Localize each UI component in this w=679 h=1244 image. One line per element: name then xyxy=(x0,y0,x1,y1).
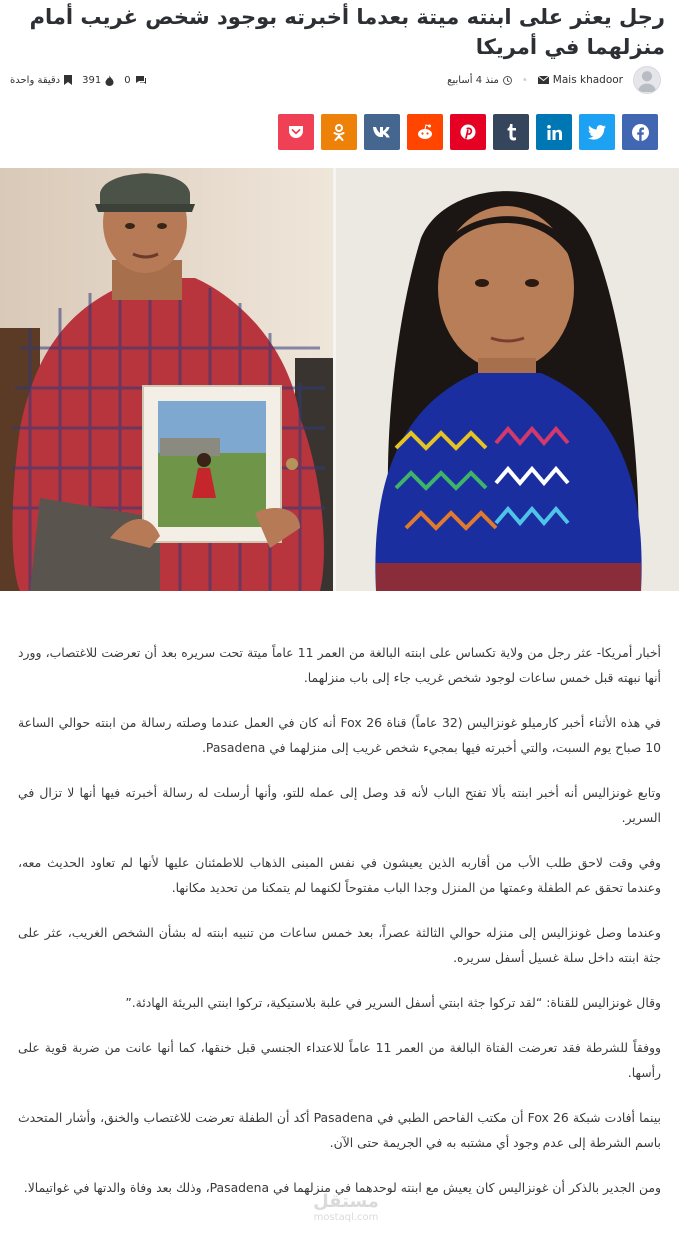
bookmark-icon xyxy=(64,75,72,85)
author-link[interactable] xyxy=(538,74,623,86)
clock-icon xyxy=(503,76,512,85)
author-name[interactable]: Mais khadoor xyxy=(552,74,623,86)
comments-icon xyxy=(135,75,147,85)
share-buttons xyxy=(278,114,660,150)
article-title: رجل يعثر على ابنته ميتة بعدما أخبرته بوجود شخص غريب أمام منزلهما في أمريكا xyxy=(29,5,665,59)
views-count xyxy=(82,75,114,86)
share-twitter-button[interactable] xyxy=(579,114,615,150)
user-avatar-icon xyxy=(634,66,660,93)
father-photo xyxy=(0,168,333,591)
twitter-icon xyxy=(588,125,606,140)
tumblr-icon xyxy=(506,124,517,141)
read-time xyxy=(10,75,72,86)
reddit-icon xyxy=(416,124,434,140)
published-label: منذ 4 أسابيع xyxy=(447,74,499,86)
meta-stats xyxy=(10,75,147,86)
views-value: 391 xyxy=(82,74,102,86)
share-pinterest-button[interactable] xyxy=(450,114,486,150)
article-paragraph: بينما أفادت شبكة Fox 26 أن مكتب الفاحص الطبي في Pasadena أكد أن الطفلة تعرضت للاغتصاب والخنق، وأشار المتحدث باسم الشرطة إلى عدم وجود أي مشتبه به في الجريمة حتى الآن. xyxy=(18,1110,661,1150)
article-paragraph: في هذه الأثناء أخبر كارميلو غونزاليس (32 عاماً) قناة Fox 26 أنه كان في العمل عندما وصلته رسالة من ابنته حوالي الساعة 10 صباح يوم السبت، والتي أخبرته فيها بمجيء شخص غريب إلى منزلهما في Pasadena. xyxy=(18,715,661,755)
comments-count[interactable] xyxy=(124,75,146,86)
watermark-domain: mostaql.com xyxy=(313,1212,379,1223)
share-vk-button[interactable] xyxy=(364,114,400,150)
share-odnoklassniki-button[interactable] xyxy=(321,114,357,150)
envelope-icon xyxy=(538,76,549,84)
article-paragraph: وفي وقت لاحق طلب الأب من أقاربه الذين يعيشون في نفس المبنى الذهاب للاطمئنان عليها لأنها لم تعاود الحديث معه، وعندما تحقق عم الطفلة وعمتها من المنزل وجدا الباب مفتوحاً لكنهما لم يتمكنا من تحديد مكانها. xyxy=(18,855,661,895)
article-featured-image xyxy=(0,168,679,591)
article-paragraph: وقال غونزاليس للقناة: “لقد تركوا جثة ابنتي أسفل السرير في علبة بلاستيكية، تركوا ابنتي البريئة الهادئة.” xyxy=(125,995,661,1010)
odnoklassniki-icon xyxy=(333,124,345,141)
comments-value: 0 xyxy=(124,74,131,86)
article-meta xyxy=(10,66,661,94)
pocket-icon xyxy=(288,125,304,139)
meta-author xyxy=(447,66,661,94)
vk-icon xyxy=(372,126,392,138)
article-body xyxy=(18,640,661,1220)
share-linkedin-button[interactable] xyxy=(536,114,572,150)
article-paragraph: وتابع غونزاليس أنه أخبر ابنته بألا تفتح الباب لأنه قد وصل إلى عمله للتو، وأنها أرسلت له رسالة أخبرته فيها أنها لا تزال في السرير. xyxy=(18,785,661,825)
author-avatar[interactable] xyxy=(633,66,661,94)
article-paragraph: ووفقاً للشرطة فقد تعرضت الفتاة البالغة من العمر 11 عاماً للاعتداء الجنسي قبل خنقها، كما أنها عانت من ضربة قوية على رأسها. xyxy=(18,1040,661,1080)
fire-icon xyxy=(105,75,114,86)
share-reddit-button[interactable] xyxy=(407,114,443,150)
share-pocket-button[interactable] xyxy=(278,114,314,150)
pinterest-icon xyxy=(460,124,476,140)
article-paragraph: ومن الجدير بالذكر أن غونزاليس كان يعيش مع ابنته لوحدهما في منزلهما في Pasadena، وذلك بعد وفاة والدتها في غواتيمالا. xyxy=(23,1180,661,1195)
meta-separator: • xyxy=(521,74,528,86)
read-time-label: دقيقة واحدة xyxy=(10,74,61,86)
watermark-brand: مستقل xyxy=(313,1191,379,1212)
daughter-photo xyxy=(336,168,679,591)
published-date xyxy=(447,75,512,86)
share-tumblr-button[interactable] xyxy=(493,114,529,150)
article-paragraph: وعندما وصل غونزاليس إلى منزله حوالي الثالثة عصراً، بعد خمس ساعات من تنبيه ابنته له بشأن الشخص الغريب، عثر على جثة ابنته داخل سلة غسيل أسفل سريره. xyxy=(18,925,661,965)
linkedin-icon xyxy=(547,125,562,140)
facebook-icon xyxy=(632,124,649,141)
share-facebook-button[interactable] xyxy=(622,114,658,150)
mostaql-watermark xyxy=(296,1192,396,1228)
article-paragraph: أخبار أمريكا- عثر رجل من ولاية تكساس على ابنته البالغة من العمر 11 عاماً ميتة تحت سريره بعد أن تعرضت للاغتصاب، وورد أنها نبهته قبل خمس ساعات لوجود شخص غريب جاء إلى باب منزلهما. xyxy=(18,645,662,685)
